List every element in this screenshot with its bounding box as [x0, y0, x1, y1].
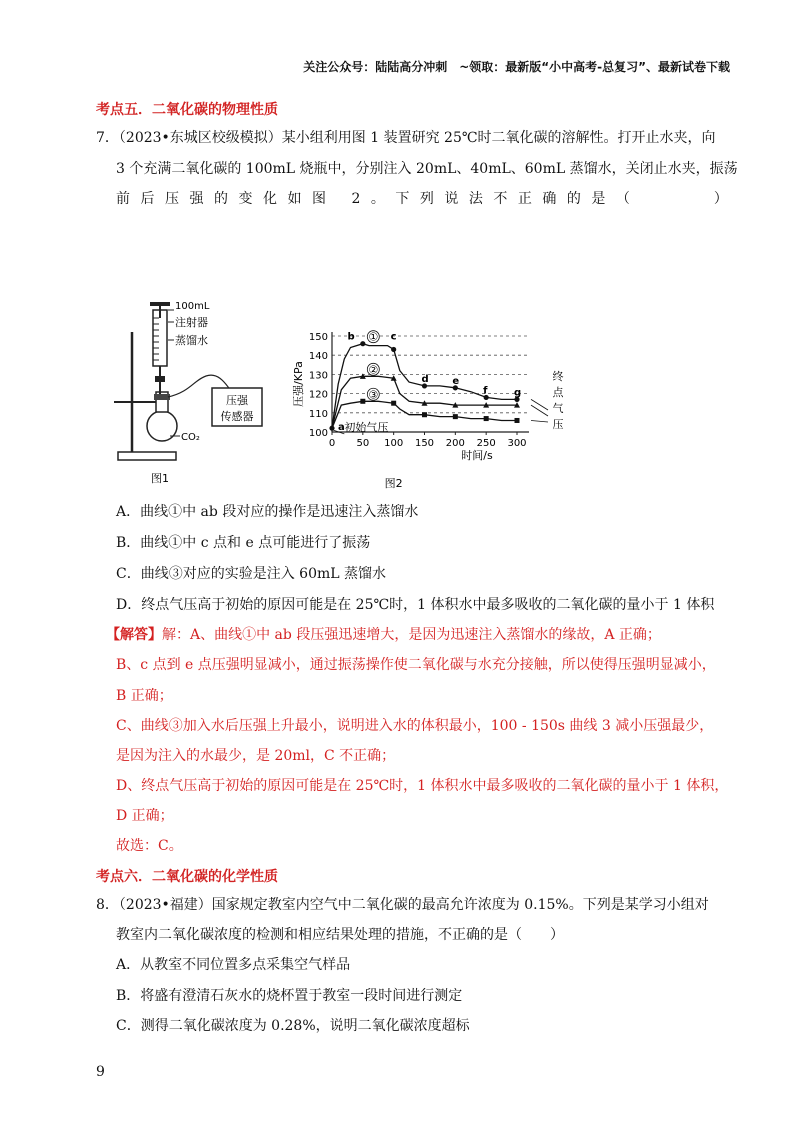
- q7-answer-c2: 是因为注入的水最少，是 20ml，C 不正确；: [116, 748, 396, 764]
- series-3-point: [515, 418, 520, 423]
- chart-xlabel: 时间/s: [461, 449, 493, 462]
- ytick-130: 130: [308, 370, 328, 382]
- point-label-e: e: [452, 375, 460, 387]
- end-pressure-arrow-1: [531, 399, 548, 410]
- end-pressure-char-2: 点: [552, 386, 564, 399]
- q7-option-d: D．终点气压高于初始的原因可能是在 25℃时，1 体积水中最多吸收的二氧化碳的量小于 1 体积: [116, 597, 715, 613]
- sensor-label-2: 传感器: [220, 410, 254, 423]
- xtick-250: 250: [476, 438, 496, 449]
- figure1-caption: 图1: [151, 472, 169, 485]
- q7-option-b: B．曲线①中 c 点和 e 点可能进行了振荡: [116, 535, 371, 551]
- q7-answer-final: 故选：C。: [116, 838, 183, 854]
- series-3-point: [360, 399, 365, 404]
- answer-a-text: 解：A、曲线①中 ab 段压强迅速增大，是因为迅速注入蒸馏水的缘故，A 正确；: [162, 627, 661, 643]
- series-3-point: [453, 414, 458, 419]
- q7-stem-line3: 前后压强的变化如图 2。下列说法不正确的是（ ）: [116, 191, 739, 207]
- point-label-c: c: [390, 331, 397, 343]
- page-number: 9: [96, 1064, 105, 1080]
- q7-answer-b1: B、c 点到 e 点压强明显减小，通过振荡操作使二氧化碳与水充分接触，所以使得压强明显减小，: [116, 657, 716, 673]
- q7-stem-line2: 3 个充满二氧化碳的 100mL 烧瓶中，分别注入 20mL、40mL、60mL 蒸馏水，关闭止水夹，振荡: [116, 161, 738, 177]
- ytick-110: 110: [308, 408, 328, 420]
- co2-label: CO₂: [181, 432, 200, 443]
- end-pressure-char-3: 气: [552, 402, 564, 415]
- series-1-point: [391, 347, 396, 352]
- stand-base: [118, 452, 176, 460]
- q7-answer-b2: B 正确；: [116, 688, 173, 704]
- ytick-120: 120: [308, 389, 328, 401]
- point-label-g: g: [514, 387, 522, 399]
- ytick-150: 150: [308, 332, 328, 343]
- series-label-1: ①: [368, 330, 379, 344]
- q8-option-c: C．测得二氧化碳浓度为 0.28%，说明二氧化碳浓度超标: [116, 1018, 470, 1034]
- stopper: [154, 394, 170, 400]
- figure2-chart: [290, 328, 580, 490]
- annotation-initial-pressure: 初始气压: [344, 421, 389, 434]
- point-label-f: f: [483, 385, 488, 397]
- end-pressure-arrow-3: [531, 420, 548, 422]
- chart-ylabel: 压强/KPa: [292, 361, 305, 407]
- q7-option-c: C．曲线③对应的实验是注入 60mL 蒸馏水: [116, 566, 386, 582]
- point-label-a: a: [338, 422, 345, 434]
- section-title-6: 考点六．二氧化碳的化学性质: [96, 869, 278, 885]
- xtick-50: 50: [356, 438, 370, 449]
- q8-stem-line1: 8．（2023•福建）国家规定教室内空气中二氧化碳的最高允许浓度为 0.15%。下列是某学习小组对: [96, 897, 709, 913]
- figure2-caption: 图2: [384, 477, 403, 490]
- sensor-label-1: 压强: [226, 394, 248, 407]
- xtick-150: 150: [414, 438, 435, 449]
- q7-answer-d1: D、终点气压高于初始的原因可能是在 25℃时，1 体积水中最多吸收的二氧化碳的量小于 1 体积，: [116, 778, 729, 794]
- xtick-100: 100: [384, 438, 404, 449]
- xtick-200: 200: [445, 438, 465, 449]
- syringe-volume-label: 100mL: [175, 301, 210, 312]
- section-title-5: 考点五．二氧化碳的物理性质: [96, 102, 278, 118]
- ytick-100: 100: [308, 428, 328, 439]
- series-3-point: [391, 401, 396, 406]
- header-note: 关注公众号：陆陆高分冲刺 ~领取：最新版“小中高考-总复习”、最新试卷下载: [303, 60, 730, 74]
- syringe-plunger-cap: [150, 302, 170, 306]
- series-3-point: [484, 416, 489, 421]
- xtick-0: 0: [328, 438, 336, 449]
- series-1-point: [360, 341, 365, 346]
- q7-answer-a: [106, 625, 661, 645]
- point-label-b: b: [347, 331, 355, 343]
- q7-answer-d2: D 正确；: [116, 808, 174, 824]
- series-label-2: ②: [368, 363, 379, 377]
- water-label: 蒸馏水: [175, 334, 208, 347]
- figure1-apparatus: [110, 296, 275, 486]
- q8-option-b: B．将盛有澄清石灰水的烧杯置于教室一段时间进行测定: [116, 988, 463, 1004]
- end-pressure-char-4: 压: [552, 418, 564, 431]
- ytick-140: 140: [308, 351, 328, 363]
- series-3-point: [422, 412, 427, 417]
- q8-option-a: A．从教室不同位置多点采集空气样品: [116, 957, 351, 973]
- q7-stem-line1: 7．（2023•东城区校级模拟）某小组利用图 1 装置研究 25℃时二氧化碳的溶解性。打开止水夹，向: [96, 130, 716, 146]
- q7-option-a: A．曲线①中 ab 段对应的操作是迅速注入蒸馏水: [116, 504, 419, 520]
- end-pressure-char-1: 终: [552, 370, 564, 383]
- xtick-300: 300: [507, 438, 527, 449]
- answer-tag: 【解答】: [106, 627, 162, 643]
- stopcock: [155, 376, 165, 382]
- point-label-d: d: [421, 373, 429, 385]
- end-pressure-arrow-2: [531, 405, 548, 416]
- syringe-label: 注射器: [175, 316, 208, 329]
- series-label-3: ③: [368, 388, 379, 402]
- q7-answer-c1: C、曲线③加入水后压强上升最小，说明进入水的体积最小，100 - 150s 曲线 3 减小压强最少，: [116, 718, 714, 734]
- q8-stem-line2: 教室内二氧化碳浓度的检测和相应结果处理的措施，不正确的是（ ）: [116, 927, 564, 943]
